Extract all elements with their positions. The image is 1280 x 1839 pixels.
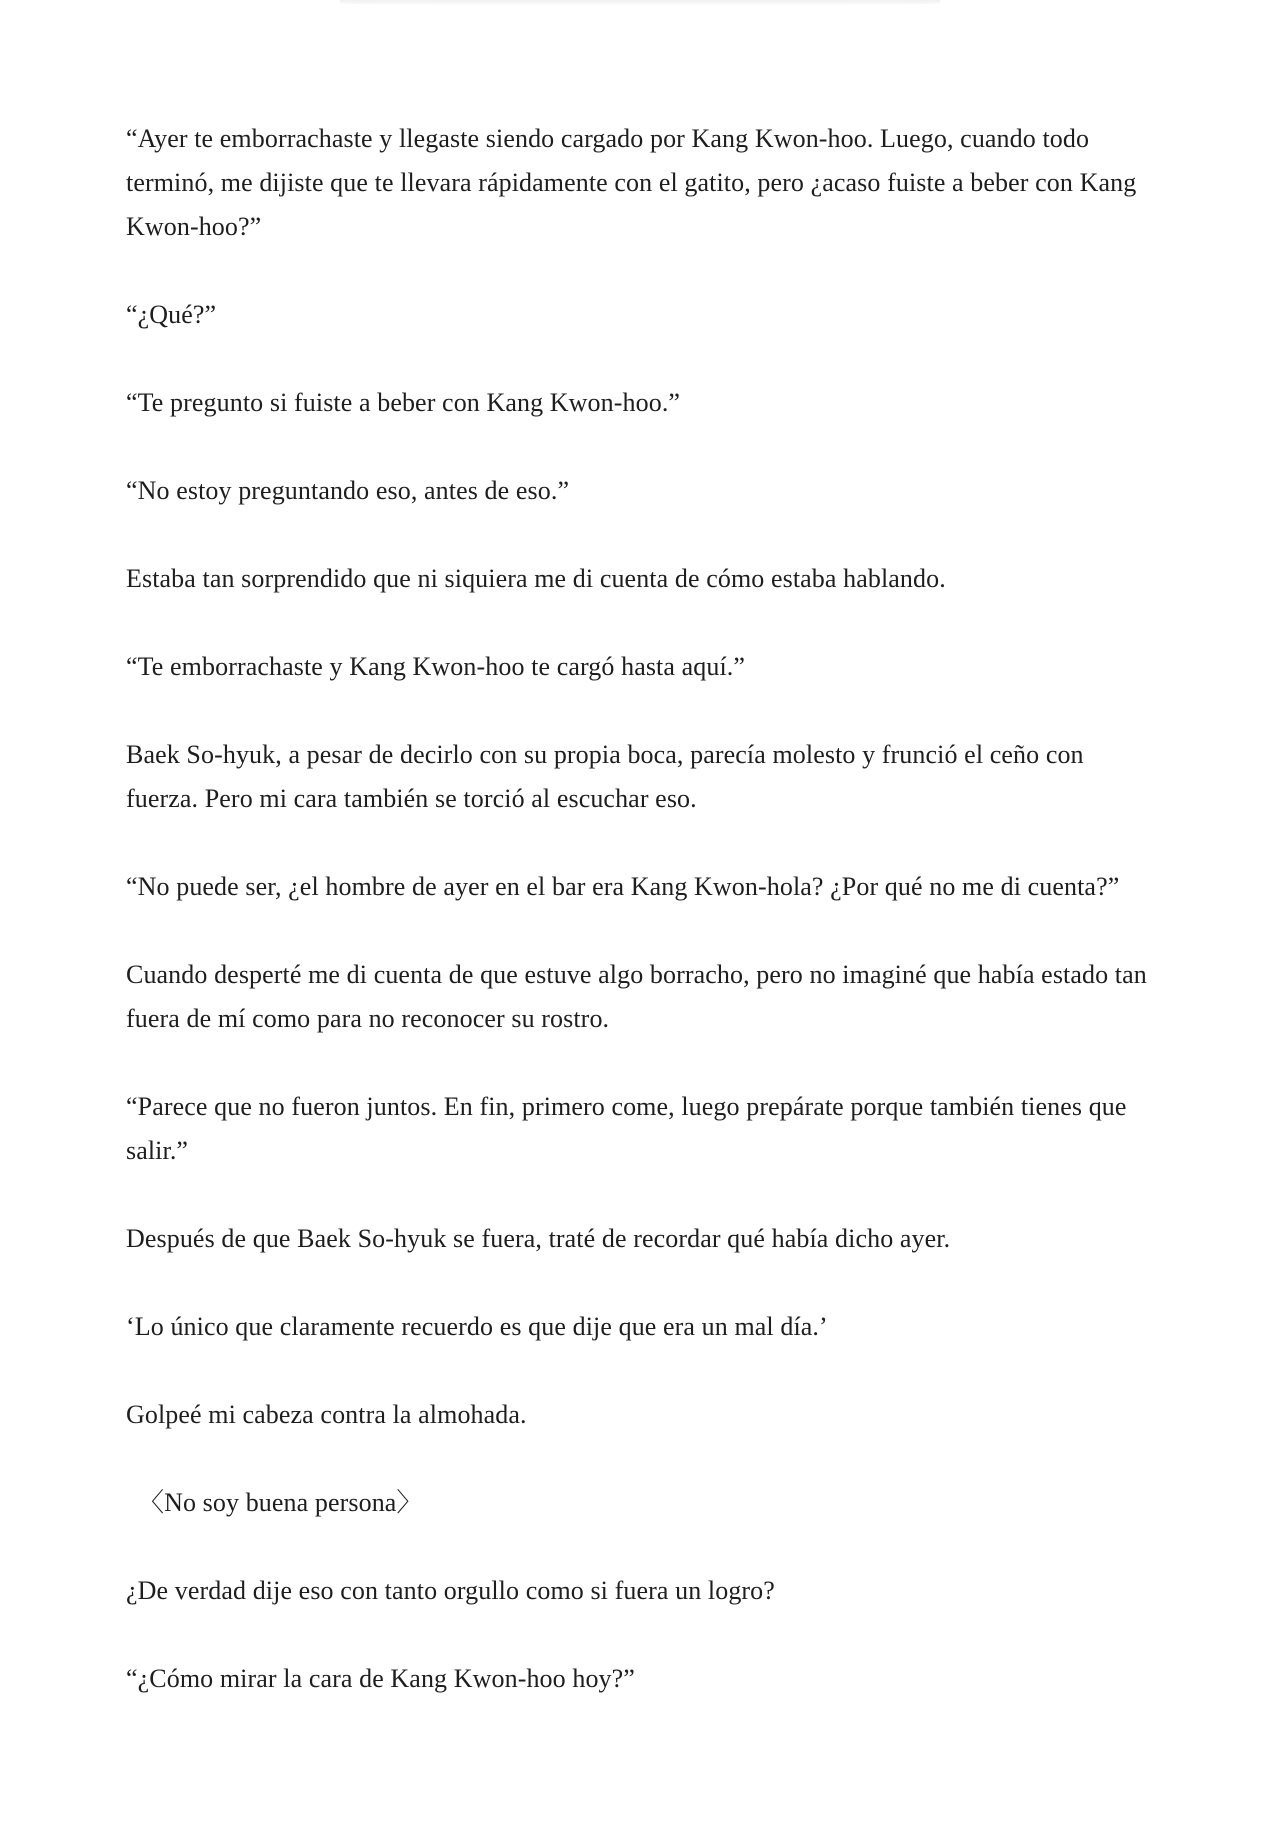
paragraph-3: “Te pregunto si fuiste a beber con Kang Kwon-hoo.” [126,388,681,417]
top-edge-shadow [340,0,940,6]
paragraph-11: Después de que Baek So-hyuk se fuera, traté de recordar qué había dicho ayer. [126,1224,951,1253]
paragraph-12: ‘Lo único que claramente recuerdo es que dije que era un mal día.’ [126,1312,828,1341]
paragraph-6: “Te emborrachaste y Kang Kwon-hoo te cargó hasta aquí.” [126,652,746,681]
paragraph-7: Baek So-hyuk, a pesar de decirlo con su propia boca, parecía molesto y frunció el ceño con fuerza. Pero mi cara también se torció al escuchar eso. [126,740,1084,813]
paragraph-14: 〈No soy buena persona〉 [138,1488,423,1517]
paragraph-13: Golpeé mi cabeza contra la almohada. [126,1400,527,1429]
paragraph-10: “Parece que no fueron juntos. En fin, primero come, luego prepárate porque también tienes que salir.” [126,1092,1127,1165]
paragraph-5: Estaba tan sorprendido que ni siquiera me di cuenta de cómo estaba hablando. [126,564,946,593]
paragraph-8: “No puede ser, ¿el hombre de ayer en el bar era Kang Kwon-hola? ¿Por qué no me di cuenta?” [126,872,1120,901]
paragraph-15: ¿De verdad dije eso con tanto orgullo como si fuera un logro? [126,1576,775,1605]
paragraph-2: “¿Qué?” [126,300,217,329]
paragraph-1: “Ayer te emborrachaste y llegaste siendo cargado por Kang Kwon-hoo. Luego, cuando todo terminó, me dijiste que te llevara rápidamente con el gatito, pero ¿acaso fuiste a beber con Kang Kwon-hoo?” [126,124,1137,241]
paragraph-16: “¿Cómo mirar la cara de Kang Kwon-hoo hoy?” [126,1664,635,1693]
paragraph-4: “No estoy preguntando eso, antes de eso.” [126,476,570,505]
document-page [126,117,1156,1745]
paragraph-9: Cuando desperté me di cuenta de que estuve algo borracho, pero no imaginé que había estado tan fuera de mí como para no reconocer su rostro. [126,960,1147,1033]
